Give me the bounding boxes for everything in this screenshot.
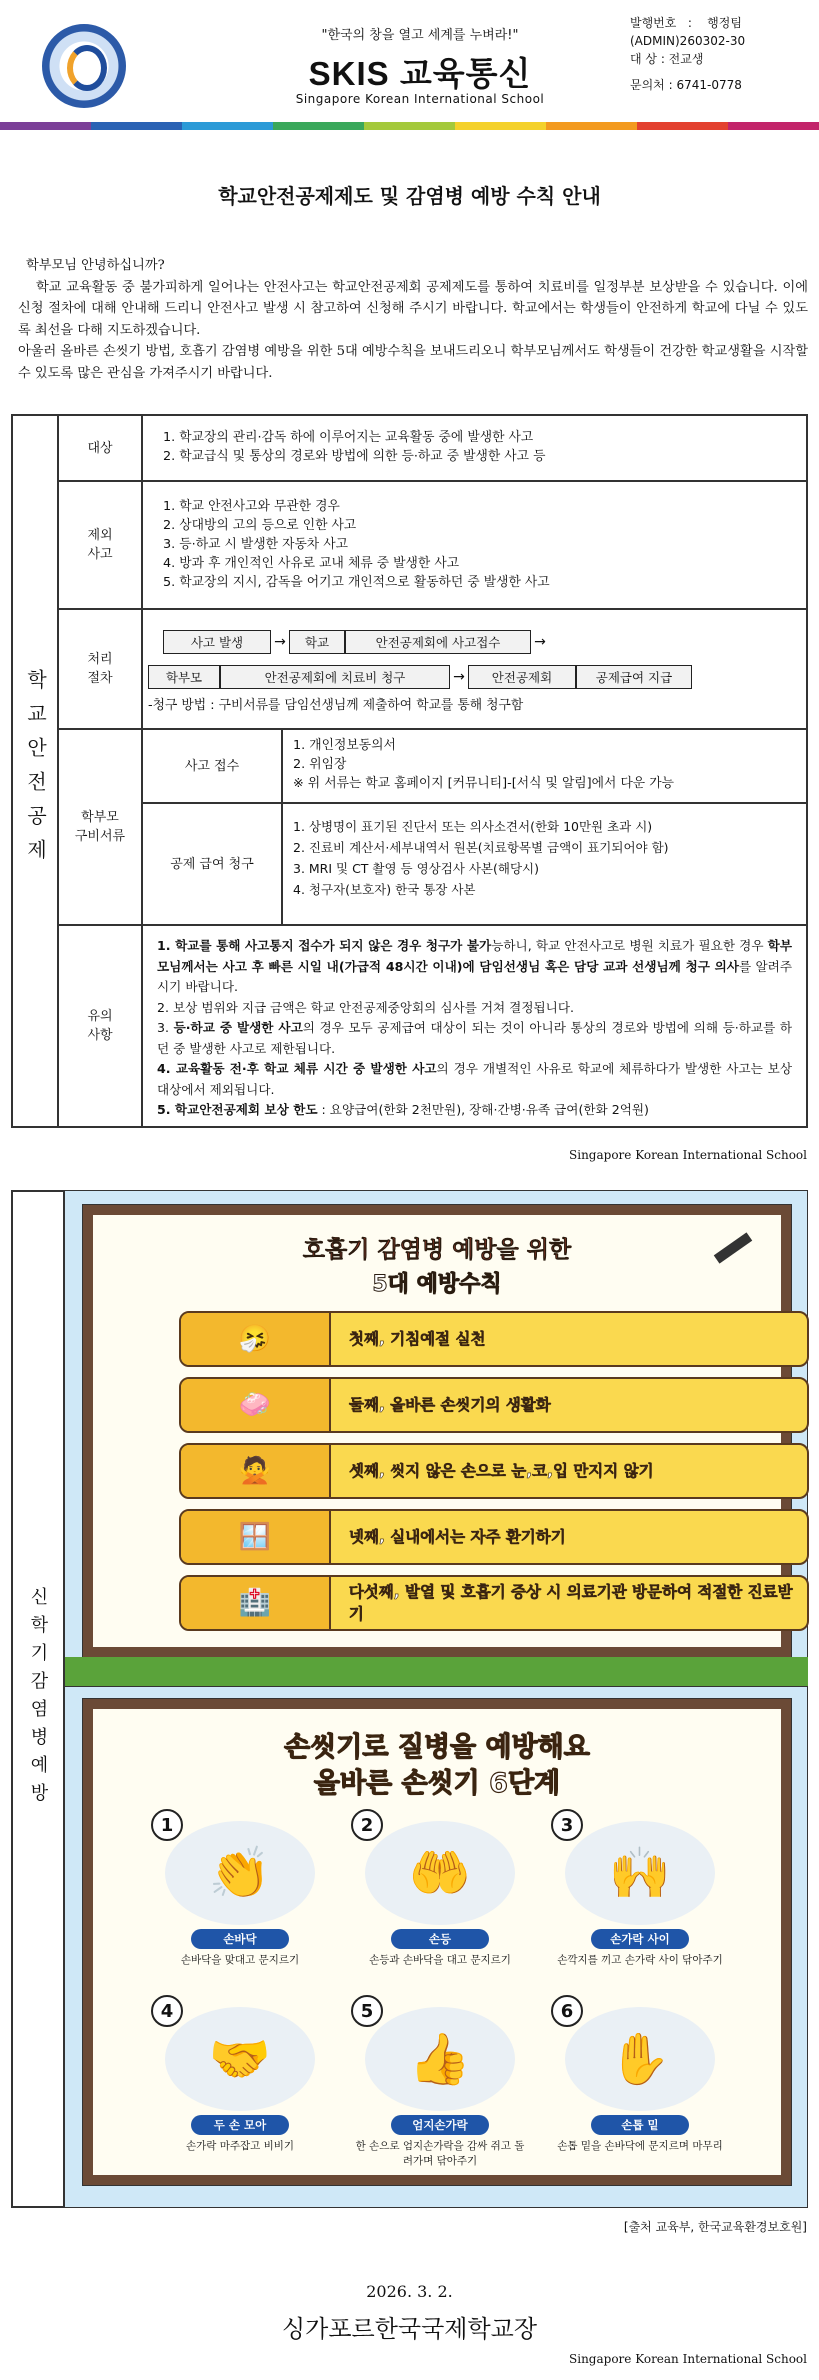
prevention-rule-text: 셋째, 씻지 않은 손으로 눈,코,입 만지지 않기 [349, 1462, 654, 1480]
publication-info [630, 14, 810, 94]
principal-signature: 싱가포르한국국제학교장 [281, 2315, 538, 2343]
arrow-icon: → [453, 668, 465, 685]
poster-prevention-bg [64, 1191, 807, 1687]
row-label-notes [58, 925, 142, 1127]
intro-paragraph-1: 학교 교육활동 중 불가피하게 일어나는 안전사고는 학교안전공제회 공제제도를 통하여 치료비를 일정부분 보상받을 수 있습니다. 이에 신청 절차에 대해 안내해 드리니 안전사고 발생 시 참고하여 신청해 주시기 바랍니다. 학교에서는 학생들이 안전하게 학교에 다닐 수 있도록 최선을 다해 지도하겠습니다. [18, 279, 808, 338]
color-bar-segment [546, 122, 637, 130]
note-emphasis: 학부모님께서는 사고 후 빠른 시일 내(가급적 48시간 이내)에 담임선생님 혹은 담당 교과 선생님께 청구 의사 [157, 938, 792, 974]
handwash-step-6 [551, 1995, 729, 2175]
prevention-rule-text: 다섯째, 발열 및 호흡기 증상 시 의료기관 방문하여 적절한 진료받기 [348, 1583, 793, 1623]
proc-step-kssf: 안전공제회 [468, 665, 576, 689]
handwash-step-4 [151, 1995, 329, 2175]
prevention-rule-5 [179, 1575, 809, 1631]
arrow-icon: → [534, 633, 546, 650]
contact-label: 문의처 [630, 78, 665, 92]
school-slogan: "한국의 창을 열고 세계를 누벼라!" [321, 28, 519, 43]
list-item: 1. 개인정보동의서 [293, 738, 396, 753]
proc-step-parent: 학부모 [148, 665, 220, 689]
prevention-rule-text: 넷째, 실내에서는 자주 환기하기 [349, 1528, 566, 1546]
issue-number-sep: : [687, 16, 692, 30]
step-description: 손톱 밑을 손바닥에 문지르며 마무리 [557, 2140, 723, 2152]
hands-icon: 🤝 [165, 2007, 315, 2111]
table-side-label: 학교안전공제 [12, 415, 58, 1127]
step-name: 손등 [391, 1929, 489, 1949]
step-number: 3 [551, 1809, 583, 1841]
greeting: 학부모님 안녕하십니까? [26, 258, 165, 273]
list-item: 2. 상대방의 고의 등으로 인한 사고 [163, 518, 357, 533]
step-name: 엄지손가락 [391, 2115, 489, 2135]
note-item-2: 2. 보상 범위와 지급 금액은 학교 안전공제중앙회의 심사를 거쳐 결정됩니다. [157, 999, 575, 1015]
proc-step-payment: 공제급여 지급 [576, 665, 692, 689]
handwash-icon: 🧼 [181, 1379, 331, 1431]
procedure-content [142, 609, 807, 729]
list-item: 4. 청구자(보호자) 한국 통장 사본 [293, 882, 476, 897]
row-label-procedure [58, 609, 142, 729]
issue-number-label: 발행번호 [630, 16, 677, 30]
step-description: 손등과 손바닥을 대고 문지르기 [369, 1954, 511, 1966]
accident-documents [282, 729, 807, 803]
exclusion-content [142, 481, 807, 609]
label-line: 절차 [87, 671, 113, 686]
contact-value: : 6741-0778 [668, 78, 742, 92]
note-emphasis: 등·하교 중 발생한 사고 [173, 1020, 303, 1035]
list-item: 1. 상병명이 표기된 진단서 또는 의사소견서(한화 10만원 초과 시) [293, 819, 653, 834]
arrow-icon: → [274, 633, 286, 650]
list-item: 2. 학교급식 및 통상의 경로와 방법에 의한 등·하교 중 발생한 사고 등 [163, 449, 546, 464]
intro-text [18, 255, 808, 384]
prevention-rule-4 [179, 1509, 809, 1565]
prevention-title: 호흡기 감염병 예방을 위한 [302, 1237, 572, 1263]
step-name: 손톱 밑 [591, 2115, 689, 2135]
claim-method-note: -청구 방법 : 구비서류를 담임선생님께 제출하여 학교를 통해 청구함 [148, 698, 524, 713]
note-emphasis: 5. 학교안전공제회 보상 한도 [157, 1102, 318, 1117]
prevention-rule-2 [179, 1377, 809, 1433]
note-item-5 [157, 1100, 792, 1121]
handwashing-subtitle: 올바른 손씻기 6단계 [313, 1768, 561, 1799]
note-emphasis: 4. 교육활동 전·후 학교 체류 시간 중 발생한 사고 [157, 1061, 437, 1076]
cough-icon: 🤧 [181, 1313, 331, 1365]
step-name: 두 손 모아 [191, 2115, 289, 2135]
step-number: 5 [351, 1995, 383, 2027]
hands-icon: 🤲 [365, 1821, 515, 1925]
list-item: 3. MRI 및 CT 촬영 등 영상검사 사본(해당시) [293, 861, 539, 876]
sub-label-accident: 사고 접수 [142, 729, 282, 803]
color-bar-segment [91, 122, 182, 130]
note-text: 의 경우 개별적인 사유로 학교에 체류하다가 발생한 사고는 보상 대상에서 제외됩니다. [157, 1061, 792, 1097]
document-title: 학교안전공제제도 및 감염병 예방 수칙 안내 [218, 184, 601, 208]
hands-icon: ✋ [565, 2007, 715, 2111]
step-number: 4 [151, 1995, 183, 2027]
handwash-step-2 [351, 1809, 529, 1989]
prevention-rule-text: 첫째, 기침예절 실천 [349, 1330, 486, 1348]
list-item: 3. 등·하교 시 발생한 자동차 사고 [163, 537, 348, 552]
step-description: 한 손으로 엄지손가락을 감싸 쥐고 돌려가며 닦아주기 [355, 2140, 525, 2167]
grass-strip [65, 1657, 808, 1686]
color-bar-segment [364, 122, 455, 130]
row-label-exclusion [58, 481, 142, 609]
proc-step-report: 안전공제회에 사고접수 [345, 630, 531, 654]
issue-date: 2026. 3. 2. [366, 2282, 453, 2301]
list-item: 1. 학교장의 관리·감독 하에 이루어지는 교육활동 중에 발생한 사고 [163, 430, 534, 445]
target-label: 대 상 [630, 52, 657, 66]
color-bar-segment [637, 122, 728, 130]
issue-department: 행정팀 [707, 16, 742, 30]
handwashing-board [83, 1699, 791, 2185]
proc-step-claim: 안전공제회에 치료비 청구 [220, 665, 450, 689]
prevention-subtitle: 5대 예방수칙 [372, 1272, 502, 1297]
infection-prevention-section [11, 1190, 808, 2208]
list-item: 4. 방과 후 개인적인 사유로 교내 체류 중 발생한 사고 [163, 556, 460, 571]
hands-icon: 🙌 [565, 1821, 715, 1925]
school-name-en: Singapore Korean International School [295, 92, 545, 106]
proc-step-accident: 사고 발생 [163, 630, 271, 654]
note-item-1 [157, 936, 792, 998]
target-content [142, 415, 807, 481]
color-bar-segment [0, 122, 91, 130]
step-name: 손바닥 [191, 1929, 289, 1949]
handwashing-title: 손씻기로 질병을 예방해요 [284, 1732, 590, 1763]
target-value: : 전교생 [660, 52, 704, 66]
window-icon: 🪟 [181, 1511, 331, 1563]
notes-content [142, 925, 807, 1127]
step-description: 손바닥을 맞대고 문지르기 [180, 1954, 300, 1966]
school-name-footer-bottom: Singapore Korean International School [569, 2352, 807, 2366]
handwash-step-3 [551, 1809, 729, 1989]
note-item-4 [157, 1059, 792, 1100]
sub-label-claim: 공제 급여 청구 [142, 803, 282, 925]
color-bar-segment [182, 122, 273, 130]
note-text: 능하니, 학교 안전사고로 병원 치료가 필요한 경우 [491, 938, 768, 953]
label-line: 처리 [87, 652, 113, 667]
rainbow-color-bar [0, 122, 819, 130]
label-line: 유의 [87, 1009, 113, 1024]
proc-step-school: 학교 [289, 630, 345, 654]
note-text: 의 경우 모두 공제급여 대상이 되는 것이 아니라 통상의 경로와 방법에 의해 등·하교를 하던 중 발생한 사고로 제한됩니다. [157, 1020, 792, 1056]
step-number: 1 [151, 1809, 183, 1841]
newsletter-header [0, 0, 819, 130]
hands-icon: 👏 [165, 1821, 315, 1925]
label-line: 구비서류 [74, 829, 126, 844]
step-number: 2 [351, 1809, 383, 1841]
list-item: 2. 위임장 [293, 757, 347, 772]
label-line: 학부모 [81, 810, 119, 825]
school-logo [42, 24, 126, 108]
no-touch-face-icon: 🙅 [181, 1445, 331, 1497]
row-label-documents [58, 729, 142, 925]
claim-documents [282, 803, 807, 925]
school-emblem-icon [67, 45, 107, 91]
note-text: 를 알려주시기 바랍니다. [157, 958, 793, 994]
list-item: ※ 위 서류는 학교 홈페이지 [커뮤니티]-[서식 및 알림]에서 다운 가능 [293, 776, 674, 791]
intro-paragraph-2: 아울러 올바른 손씻기 방법, 호흡기 감염병 예방을 위한 5대 예방수칙을 보내드리오니 학부모님께서도 학생들이 건강한 학교생활을 시작할 수 있도록 많은 관심을 가져주시기 바랍니다. [18, 344, 808, 381]
note-item-3 [157, 1018, 792, 1059]
safety-insurance-table [11, 414, 808, 1128]
row-label-target: 대상 [58, 415, 142, 481]
section-side-label: 신학기감염병예방 [12, 1191, 64, 2207]
label-line: 사고 [87, 547, 113, 562]
source-credit: [출처 교육부, 한국교육환경보호원] [623, 2220, 807, 2234]
hospital-icon: 🏥 [181, 1577, 331, 1629]
color-bar-segment [455, 122, 546, 130]
label-line: 제외 [87, 528, 113, 543]
prevention-rule-3 [179, 1443, 809, 1499]
note-text: : 요양급여(한화 2천만원), 장해·간병·유족 급여(한화 2억원) [317, 1102, 649, 1117]
color-bar-segment [728, 122, 819, 130]
prevention-rule-1 [179, 1311, 809, 1367]
issue-code: (ADMIN)260302-30 [630, 34, 746, 48]
poster-handwashing-bg [64, 1687, 807, 2207]
handwash-step-5 [351, 1995, 529, 2175]
step-description: 손깍지를 끼고 손가락 사이 닦아주기 [557, 1954, 723, 1966]
step-name: 손가락 사이 [591, 1929, 689, 1949]
newsletter-title: SKIS 교육통신 [308, 55, 532, 92]
list-item: 5. 학교장의 지시, 감독을 어기고 개인적으로 활동하던 중 발생한 사고 [163, 575, 550, 590]
step-number: 6 [551, 1995, 583, 2027]
note-text: 3. [157, 1020, 174, 1035]
label-line: 사항 [87, 1028, 113, 1043]
list-item: 1. 학교 안전사고와 무관한 경우 [163, 499, 340, 514]
school-name-footer: Singapore Korean International School [569, 1148, 807, 1162]
prevention-rule-text: 둘째, 올바른 손씻기의 생활화 [349, 1396, 551, 1414]
step-description: 손가락 마주잡고 비비기 [185, 2140, 295, 2152]
color-bar-segment [273, 122, 364, 130]
prevention-board [83, 1205, 791, 1657]
handwash-step-1 [151, 1809, 329, 1989]
list-item: 2. 진료비 계산서·세부내역서 원본(치료항목별 금액이 표기되어야 함) [293, 840, 669, 855]
hands-icon: 👍 [365, 2007, 515, 2111]
note-emphasis: 1. 학교를 통해 사고통지 접수가 되지 않은 경우 청구가 불가 [157, 938, 492, 953]
